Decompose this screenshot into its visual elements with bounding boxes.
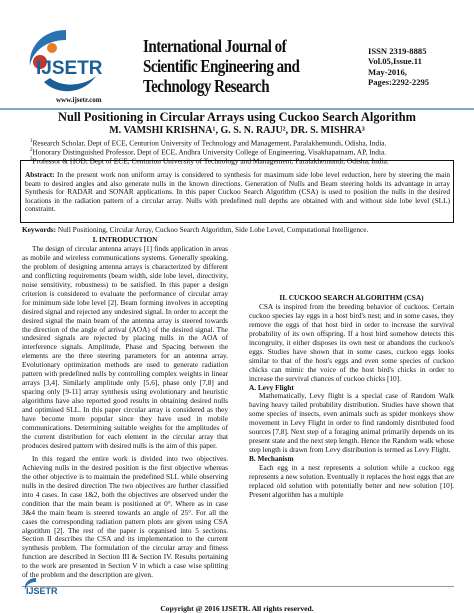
left-column — [22, 236, 228, 580]
intro-paragraph-2: In this regard the entire work is divided into two objectives. Achieving nulls in the desired position is the first objective whereas the other objective is to maintain the predefined SLL while observing nulls in the desired direction The two objectives are further classified into 4 cases. In case 1&2, both the objectives are observed under the condition that the main beam is positioned at 0°. Where as in case 3&4 the main beam is steered towards an angle of 25°. For all the cases the corresponding radiation pattern plots are given using CSA algorithm [2]. The rest of the paper is organised into 5 sections. Section II describes the CSA and its implementation to the current synthesis problem. The formulation of the circular array and fitness function are described in Section III & Section IV. Results pertaining to the work are presented in Section V in which a case wise splitting of the problem and the description are given. — [22, 453, 228, 580]
paper-title: Null Positioning in Circular Arrays using Cuckoo Search Algorithm — [58, 110, 416, 124]
affiliation-3: $^3$Professor & HOD, Dept of ECE, Centurion University of Technology and Management, Paralakhemundi, Odisha, India. — [30, 156, 389, 166]
volume: Vol.05,Issue.11 — [368, 56, 422, 67]
section-heading-introduction: I. INTRODUCTION — [92, 235, 158, 244]
logo-text: IJSETR — [36, 58, 103, 79]
svg-text:IJSETR: IJSETR — [26, 586, 58, 596]
issue-date: May-2016, — [368, 66, 407, 77]
mechanism-paragraph: Each egg in a nest represents a solution while a cuckoo egg represents a new solution. Eventually it replaces the host eggs that are replaced old solution with potentially better and new solution [10]. Present algorithm has a multiple — [249, 463, 454, 499]
abstract: Abstract: In the present work non uniform array is considered to synthesis for maximum side lobe level reduction, here by steering the main beam to desired angles and also generate nulls in the known directions. Generation of Nulls and Beam steering holds its advantage in array Synthesis for RADAR and SONAR applications. In this paper Cuckoo Search Algorithm (CSA) is used to position the nulls in the desired locations in the radiation pattern of a circular array. Nulls with predefined null depths are obtained with and without side lobe level (SLL) constraint. — [25, 170, 450, 214]
journal-title: International Journal of Scientific Engineering and Technology Research — [143, 36, 300, 96]
author-list: M. VAMSHI KRISHNA¹, G. S. N. RAJU², DR. S. MISHRA³ — [109, 125, 365, 136]
section-heading-csa: II. CUCKOO SEARCH ALGORITHM (CSA) — [279, 293, 424, 302]
keywords: Keywords: Null Positioning, Circular Array, Cuckoo Search Algorithm, Side Lobe Level, Computational Intelligence. — [22, 225, 369, 234]
issn: ISSN 2319-8885 — [368, 46, 427, 56]
affiliation-1: $^1$Research Scholar, Dept of ECE, Centurion University of Technology and Management, Paralakhemundi, Odisha, India. — [30, 138, 387, 148]
issn-block — [368, 46, 468, 88]
copyright-notice: Copyright @ 2016 IJSETR. All rights reserved. — [160, 604, 314, 613]
levy-paragraph: Mathematically, Levy flight is a special case of Random Walk having heavy tailed probability distribution. Studies have shown that some species of insects, even animals such as spider monkeys show movement in Levy Flight in order to find randomly distributed food sources [7,8]. Next step of a foraging animal primarily depends on its present state and the next step length. Hence the Random walk whose step length is drawn from Levy distribution is termed as Levy Flight. — [249, 391, 454, 455]
subsection-heading-levy: A. Levy Flight — [249, 382, 294, 392]
page-range: Pages:2292-2295 — [368, 77, 430, 88]
footer-divider — [22, 586, 454, 587]
footer-logo — [22, 574, 72, 604]
intro-paragraph-1: The design of circular antenna arrays [1] finds application in areas as mobile and wireless communications systems. Generally speaking, the problem of designing antenna arrays is characterized by different and conflicting requirements (beam width, side lobe level, directivity, noise sensitivity, robustness) to be satisfied. In this paper a design criterion is considered to evaluate the performance of circular array for minimum side lobe level [2]. Beam forming involves in accepting desired signal and rejected any undesired signal. In order to accept the desired signal the main beam of the antenna array is steered towards the direction of the angle of arrival (AOA) of the desired signal. The undesired signals are rejected by placing nulls in the AOA of interference signals. Amplitude, Phase and Spacing between the elements are the three steering parameters for an antenna array. Evolutionary optimization methods are used to generate radiation pattern with predefined nulls by controlling complex weights in linear arrays [3,4]. Similarly amplitude only [5,6], phase only [7,8] and spacing only [9-11] array synthesis using evolutionary and heuristic algorithms have also reported good results in obtaining desired nulls and optimised SLL. In this paper circular array is considered as they have become more popular since they have used in mobile communications. Determining suitable weights for the amplitudes of the current distribution for each element in the circular array that produces desired pattern with desired nulls is the aim of this paper. — [22, 243, 228, 450]
journal-url[interactable]: www.ijsetr.com — [56, 96, 102, 104]
subsection-heading-mechanism: B. Mechanism — [249, 454, 294, 464]
affiliation-2: $^2$Honorary Distinguished Professor, Dept of ECE, Andhra University College of Engineering, Visakhapatnam, AP, India. — [30, 147, 387, 157]
csa-paragraph: CSA is inspired from the breeding behavior of cuckoos. Certain cuckoo species lay eggs in a host bird's nest; and in some cases, they remove the eggs of that host bird in order to increase the survival probability of its own offspring. If a host bird somehow detects this incongruity, it either disposes its own nest or abandons the cuckoo's eggs. Studies have shown that in some cases, cuckoo eggs looks similar to that of the host's eggs and even some species of cuckoo chicks can mimic the voice of the host bird's chicks in order to increase the survival chances of cuckoo chicks [10]. — [249, 301, 454, 383]
right-column — [249, 236, 454, 500]
journal-logo — [22, 22, 110, 102]
